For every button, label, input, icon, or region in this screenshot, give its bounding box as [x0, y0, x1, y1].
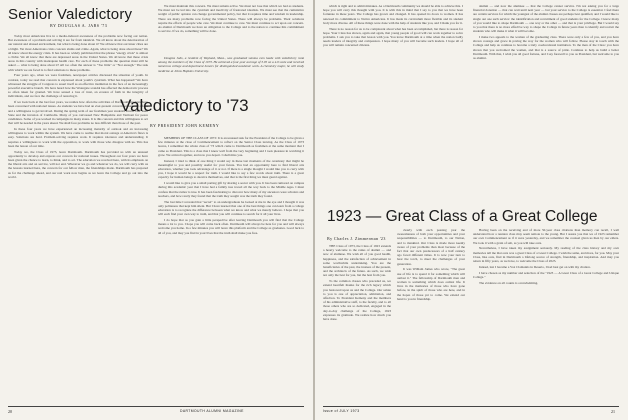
- right-column-b: [397, 228, 465, 404]
- left-page: [0, 0, 313, 420]
- left-column-2-top: [158, 4, 304, 54]
- page-number: 21: [611, 409, 615, 414]
- paragraph: The evidence on all counts is overwhelming.: [479, 280, 539, 285]
- right-column-c: [473, 228, 619, 404]
- valedictory-to-73-byline: BY PRESIDENT JOHN KEMENY: [150, 123, 220, 128]
- paragraph: MEMBERS OF THE CLASS OF 1973: It is an unusual task for the President of the College to be given a few minutes at the close of Commencement to reflect on the Senior Class leaving. As the Class of 1973 leaves, I remember the whole class of '73 which came to Dartmouth as freshmen at the same moment that I came as President. This is a class that I knew well from the very beginning and I took pleasure in watching it grow. We arrived together, and now you depart. I shall miss you.: [158, 136, 304, 157]
- paragraph: Nevertheless, I have taken my assignment seriously. My reading of the class history and my own memories tell me that ours was a great Class of a Great College. I wish the same, and more, for you. May your Class, like ours, find in Dartmouth a lifelong source of strength, friendship, and inspiration. And may you return in fifty years, as we have, to welcome the Class of 2023.: [473, 246, 619, 264]
- paragraph: Douglas Jabs, a resident of Wayland, Mass., was graduated summa cum laude with valedictory rank among the members of the Class of 1973. He achieved a four-year average of 3.95 on a 4.0 scale and received numerous college and department honors for distinguished academic work. A chemistry major, he will study medicine at Johns Hopkins University.: [158, 56, 304, 73]
- 1923-great-class-headline: 1923 — Great Class of a Great College: [327, 208, 598, 225]
- paragraph: If we look back at the last four years, we realize how often the activities of Dartmouth students have been concerned with national issues. As students we have had an ever-present concern for national affairs and a willingness to get involved. During the spring term of our freshman year students struck over Kent State and the invasion of Cambodia. Many of you canvassed New Hampshire and Vermont for peace candidates. Some of you worked in campaigns in many states. It is this concern and this willingness to act that will be needed in the years ahead. We shall face problems no less difficult than those of the past.: [8, 100, 148, 126]
- paragraph: Today most Americans live in a media-induced awareness of the problems now facing our nation. But awareness of a problem and solving it are far from identical. We all know about the deterioration of our natural and abused environment, but what is being done about it? We all know that our inner cities are a blight. Yet most Americans crisis concern slums and crime. Again, what is being done about these? We all know about the energy crisis. It has been so widely publicized that the phrase "energy crisis" is almost a cliché. We all know that there are depressed areas in the United States. We all know that these crisis areas in this country with inadequate health care. For each of these problems the question must still be asked — what is being done about it? All too often the answer is "Too little" or "Not enough." The task with which we are faced is to find solutions to these problems.: [8, 34, 148, 72]
- paragraph: I do hope that as you gain a little perspective after leaving Dartmouth you will find that the College means a lot to you. I hope you will come back often. Dartmouth will always be here for you and will always welcome you home. In a few minutes you will leave this platform and the College as graduates. Good luck to all of you, and may you find in your lives that the truth shall make you free.: [158, 218, 304, 235]
- paragraph: alumni — and now the alumnae — that the College cannot survive. I'm not asking you for a large financial donation — that can wait until next year — but your service to the College is essential. I feel there are certain services for which the youngest of the alumni classes are perhaps best qualified, and I would like to single out one such service: the identification and recruitment of good students for the College. I know many of you would like to shape Dartmouth — one way or the other — and that is your privilege. But I would say to you that there is no more effective way to shape the College in future years than to identify and recruit the students who will make it what it will become.: [473, 4, 619, 34]
- valedictory-to-73-headline: Valedictory to '73: [120, 96, 249, 115]
- paragraph: I would like to give you a small parting gift by sharing a secret with you. It has been rumored on campus during this academic year that I have had a family tree traced all the way back to the Middle Ages. I must confess that the rumor is true. It has been fascinating to discover how many of my ancestors were scholars and teachers, and how rarely they found that the truth they sought was the truth they found.: [158, 181, 304, 198]
- paragraph: I make two appeals to the women of the graduating class. There were only a few of you, and you have shown courage and grace in paving the way for the women who will follow. Please stay in touch with the College and help us continue to become a truly coeducational institution. To the men of the Class: you have shown that you welcomed the women, and that is a source of pride. Continue to help us build a better Dartmouth. With that, I wish you all good fortune, and I say farewell to you as President, but welcome to you as alumni.: [473, 35, 619, 61]
- paragraph: Indeed, last I became a Vox Clamantis in Deserto, I had best get on with my citation.: [479, 264, 591, 269]
- right-page: [315, 0, 628, 420]
- paragraph: which is right and to admit mistakes. As a Dartmouth community we should be able to achieve this. I hope you will carry this thought with you. It is with this in mind that I say to you that we have been fortunate in these years. The College has grown and changed. It has opened its doors to women. It has renewed its commitment to Native Americans. It has made its curriculum more flexible and its student body more diverse. All of these things were done with the help of students like you, and I thank you for it.: [323, 4, 463, 25]
- footer-title: DARTMOUTH ALUMNI MAGAZINE: [180, 409, 244, 413]
- paragraph: In these four years we have experienced an increasing maturity of outlook and an increasing willingness to work within the system. We have come to realize that moral outrage at America's flaws is easy. Solutions are hard. Problem-solving requires work. It requires tolerance and understanding. It requires a willingness to work with the opposition, to work with those who disagree with us. This has been the lesson of our time.: [8, 127, 148, 148]
- left-column-2-bottom: [158, 136, 304, 402]
- footer-rule: [8, 406, 304, 407]
- right-column-1-top: [323, 4, 463, 200]
- paragraph: THE Class of 1973, the Class of 1923 extends a hearty welcome to the ranks of alumni — and now of alumnae. We wish all of you good health, happiness, and the satisfaction of achievement in some worthwhile undertaking. You are the beneficiaries of the past, the trustees of the present, and the architects of the future. As such, we wish not only the best for you, but the best from you.: [323, 244, 391, 278]
- senior-valedictory-byline: BY DOUGLAS A. JABS '73: [50, 23, 108, 28]
- paragraph: Today we, the Class of 1973, leave Dartmouth. Dartmouth has provided us with an unusual opportunity to develop and express our concern for national issues. Throughout our four years we have been given the chance to learn, to think, and to act. The education we received here, with its emphasis on the liberal arts and on service, will not end. Wherever we go and whatever we do, we will carry with us the lessons learned here, the concern for our fellow man, the friendships made. Dartmouth has prepared us for the challenge ahead, and our real work now begins as we leave the College and go out into the world.: [8, 149, 148, 179]
- senior-valedictory-headline: Senior Valedictory: [8, 6, 133, 23]
- paragraph: To the common classes who preceded us, we extend heartfelt thanks for the rich legacy which you bestowed upon us and the College. Our salute to you is one of appreciation, admiration, and affection. To President Kemeny and the members of his administrative staff, to the faculty, and to all those others who are so dedicated, engaged in the day-to-day challenge of the College, 1923 expresses its gratitude. We realize how much you have done.: [323, 279, 391, 322]
- right-column-a: [323, 244, 391, 404]
- left-column-1: [8, 34, 148, 402]
- paragraph: clearly with each passing year the awesomeness of both your opportunities and your responsibilities — to Dartmouth, to our Nation, and to mankind. Our Class is made more keenly aware of your problems than most because of the fact that our own predecessors of a half century ago faced different times. It is now your turn to bear the torch, to meet the challenges of your generation.: [397, 228, 465, 266]
- footer-rule: [323, 406, 619, 407]
- paragraph: We must maintain this concern. We must remain active. We must not lose that which we had as students. We must not be led into the cynicism and inactivity of frustrated idealists. We must see that the cumulative weight of public opinion can change governmental policy, but that it requires time and wisdom in leadership. There are many problems now facing the United States. There will always be problems. Their solutions require the efforts of people who care. We must continue to care. We must continue to act upon our concern. As alumni of Dartmouth we have an obligation to the College and to the nation to continue this commitment to service. If we do, something will be done.: [158, 4, 304, 34]
- page-number: 20: [8, 409, 12, 414]
- right-column-2-top: [473, 4, 619, 200]
- 1923-byline: By Charles J. Zimmerman '23: [327, 236, 386, 241]
- paragraph: It was William James who wrote, "The great use of life is to spend it for something which will outlast it." The fellowship of Dartmouth men and women is something which does outlast life. It lives in the memories of those who have gone before, in the spirit of those who are here, and in the hopes of those yet to come. We extend our hand to you in friendship.: [397, 267, 465, 301]
- valedictorian-bio-note: [158, 56, 304, 92]
- paragraph: The last time I revealed that "secret" to an undergraduate he looked at me in the eye and I thought it was only politeness that kept him silent. But I have learned that one of the best things one can learn from a college education is to recognize the difference between what we know and what we merely believe. I hope that you will each find your own way to truth, and that you will continue to search for it all your lives.: [158, 199, 304, 217]
- paragraph: Four years ago, when we were freshmen, newspaper articles discussed the situation of youth. In contrast, today we read that concern is expressed about youth's cynicism. What has happened? We have witnessed the struggle of Congress to assert itself as an effective institution in the face of an increasingly powerful executive branch. We have heard how the Watergate scandal has affected the democratic process so often taken for granted. We have sensed a loss of trust, an erosion of faith in the integrity of individuals, and we face the challenge of restoring it.: [8, 73, 148, 99]
- footer-issue: Issue of JULY 1973: [323, 409, 360, 413]
- paragraph: Having been on the receiving end of more 50-year class citations than memory can recall, I well understand how a reunion class may seem remote to the young. But I assure you that we of 1923 remember our own Commencement as if it were yesterday, and we remember the counsel given us then by our elders. We took it with a grain of salt, as you will take ours.: [473, 228, 619, 245]
- paragraph: I have chosen as my number and selection of the "1923 — A Great Class of a Great College and Unique College.": [473, 270, 619, 279]
- paragraph: Instead, I tried to think of one thing I would say in these last moments of the ceremony that might be meaningful to you and possibly useful for your future. You had an opportunity here to find liberal arts education, whether you took advantage of it or not. If there is a single thought I would like you to carry with you, I hope it would be a respect for truth. I would like to say a few words about truth. There is a great capacity for human beings to deceive themselves, and that is the first thing we must guard against.: [158, 158, 304, 180]
- paragraph: There is no reason for us to be complacent about what has been accomplished, but there is reason for hope. Your Class has shown, again and again, that young people of good will can work together to solve problems. I ask you to take that lesson with you. You leave Dartmouth at a time when the nation badly needs leaders of integrity and compassion. I hope many of you will become such leaders. I hope all of you will remain concerned citizens.: [323, 26, 463, 48]
